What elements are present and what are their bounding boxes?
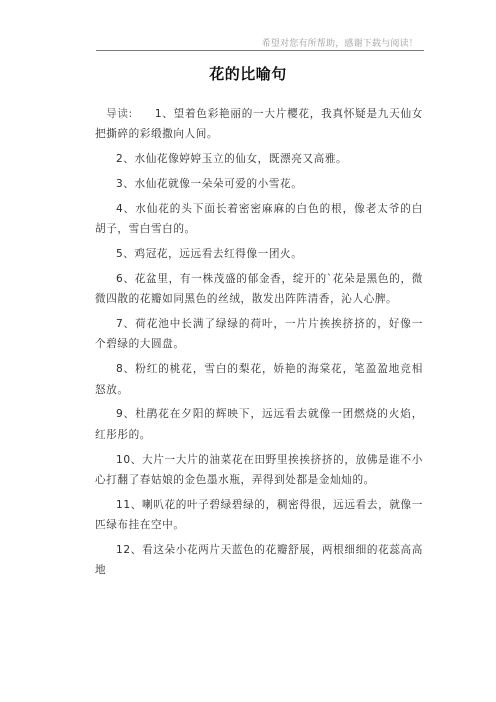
paragraph-6: 6、花盆里，有一株茂盛的郁金香，绽开的`花朵是黑色的，微微四散的花瓣如同黑色的丝绒，散发出阵阵清香，沁人心脾。: [95, 272, 423, 306]
header-note: 希望对您有所帮助，感谢下载与阅读！: [261, 39, 418, 49]
paragraph-12: 12、看这朵小花两片天蓝色的花瓣舒展，两根细细的花蕊高高地: [95, 544, 423, 577]
paragraph-7: 7、荷花池中长满了绿绿的荷叶，一片片挨挨挤挤的，好像一个碧绿的大圆盘。: [95, 318, 423, 351]
lead-label: 导读:: [106, 108, 133, 120]
paragraph-3: 3、水仙花就像一朵朵可爱的小雪花。: [116, 178, 303, 190]
page-title: 花的比喻句: [209, 65, 287, 83]
article-body: [95, 104, 423, 585]
paragraph-1: [95, 104, 423, 145]
paragraph-text: 1、望着色彩艳丽的一大片樱花，我真怀疑是九天仙女把撕碎的彩缎撒向人间。: [95, 108, 424, 141]
header-divider: [96, 50, 424, 51]
paragraph-4: 4、水仙花的头下面长着密密麻麻的白色的根，像老太爷的白胡子，雪白雪白的。: [95, 202, 423, 236]
paragraph-5: 5、鸡冠花，远远看去红得像一团火。: [116, 248, 303, 260]
paragraph-10: 10、大片一大片的油菜花在田野里挨挨挤挤的，放佛是谁不小心打翻了春姑娘的金色墨水瓶，弄得到处都是金灿灿的。: [95, 453, 423, 487]
paragraph-9: 9、杜鹃花在夕阳的辉映下，远远看去就像一团燃烧的火焰，红彤彤的。: [95, 408, 423, 441]
paragraph-8: 8、粉红的桃花，雪白的梨花，娇艳的海棠花，笔盈盈地竞相怒放。: [95, 363, 423, 396]
paragraph-11: 11、喇叭花的叶子碧绿碧绿的，稠密得很，远远看去，就像一匹绿布挂在空中。: [95, 498, 423, 532]
paragraph-2: 2、水仙花像婷婷玉立的仙女，既漂亮又高雅。: [116, 153, 348, 166]
